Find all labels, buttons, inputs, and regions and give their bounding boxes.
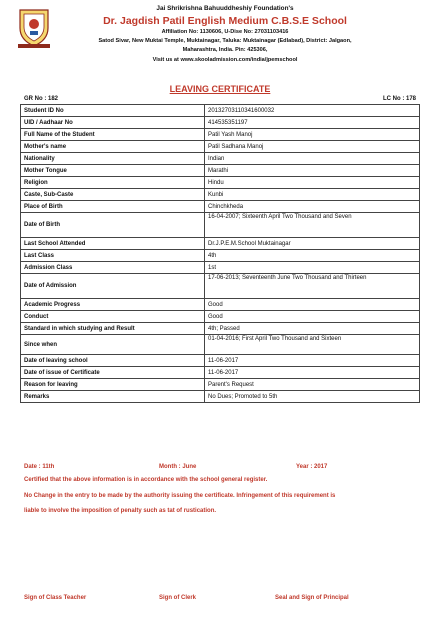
row-value: Indian — [205, 153, 420, 165]
address-line-2: Maharashtra, India. Pin: 425306, — [182, 47, 268, 53]
certificate-row — [21, 165, 420, 177]
row-value: Good — [205, 299, 420, 311]
certificate-row — [21, 299, 420, 311]
row-label: Since when — [21, 335, 205, 355]
row-value: Parent's Request — [205, 379, 420, 391]
row-label: Remarks — [21, 391, 205, 403]
row-value: Good — [205, 311, 420, 323]
certificate-row — [21, 129, 420, 141]
school-name: Dr. Jagdish Patil English Medium C.B.S.E School — [103, 15, 347, 27]
website-link[interactable]: Visit us at www.skooladmission.com/india/jpemschool — [152, 57, 298, 63]
certificate-table — [20, 104, 420, 403]
certificate-row — [21, 141, 420, 153]
row-label: Last Class — [21, 250, 205, 262]
row-value: 4th; Passed — [205, 323, 420, 335]
row-label: Religion — [21, 177, 205, 189]
row-value: Patil Yash Manoj — [205, 129, 420, 141]
row-value: 414535351197 — [205, 117, 420, 129]
infringement-statement: No Change in the entry to be made by the authority issuing the certificate. Infringement of this requirement is — [24, 493, 336, 499]
row-label: Place of Birth — [21, 201, 205, 213]
trust-name: Jai Shrikrishna Bahuuddheshiy Foundation's — [156, 5, 294, 12]
row-value: 4th — [205, 250, 420, 262]
row-label: Caste, Sub-Caste — [21, 189, 205, 201]
row-value: Dr.J.P.E.M.School Muktainagar — [205, 238, 420, 250]
row-value: 01-04-2016; First April Two Thousand and Sixteen — [205, 335, 420, 355]
row-label: Reason for leaving — [21, 379, 205, 391]
row-value: Marathi — [205, 165, 420, 177]
certificate-row — [21, 238, 420, 250]
row-value: 17-06-2013; Seventeenth June Two Thousand and Thirteen — [205, 274, 420, 299]
certificate-row — [21, 213, 420, 238]
certificate-row — [21, 177, 420, 189]
row-label: UID / Aadhaar No — [21, 117, 205, 129]
issue-month: Month : June — [159, 464, 197, 470]
certificate-title: LEAVING CERTIFICATE — [169, 84, 271, 94]
certificate-row — [21, 311, 420, 323]
row-label: Date of Birth — [21, 213, 205, 238]
row-label: Date of issue of Certificate — [21, 367, 205, 379]
row-value: No Dues; Promoted to 5th — [205, 391, 420, 403]
certificate-row — [21, 105, 420, 117]
row-value: 16-04-2007; Sixteenth April Two Thousand and Seven — [205, 213, 420, 238]
row-value: 20132703110341600032 — [205, 105, 420, 117]
row-label: Student ID No — [21, 105, 205, 117]
row-value: 1st — [205, 262, 420, 274]
row-label: Full Name of the Student — [21, 129, 205, 141]
row-label: Academic Progress — [21, 299, 205, 311]
lc-number: LC No : 178 — [382, 96, 416, 102]
certificate-row — [21, 367, 420, 379]
row-label: Conduct — [21, 311, 205, 323]
row-value: 11-06-2017 — [205, 367, 420, 379]
row-label: Mother's name — [21, 141, 205, 153]
gr-number: GR No : 182 — [24, 96, 59, 102]
certificate-row — [21, 117, 420, 129]
certificate-row — [21, 262, 420, 274]
row-label: Date of Admission — [21, 274, 205, 299]
issue-year: Year : 2017 — [296, 464, 328, 470]
principal-signature: Seal and Sign of Principal — [275, 595, 349, 601]
certificate-row — [21, 379, 420, 391]
school-logo-icon — [14, 6, 54, 50]
row-label: Nationality — [21, 153, 205, 165]
certification-statement: Certified that the above information is in accordance with the school general register. — [24, 477, 268, 483]
certificate-row — [21, 335, 420, 355]
row-value: Kunbi — [205, 189, 420, 201]
class-teacher-signature: Sign of Class Teacher — [24, 595, 87, 601]
row-label: Mother Tongue — [21, 165, 205, 177]
certificate-row — [21, 153, 420, 165]
certificate-row — [21, 201, 420, 213]
affiliation-info: Affiliation No: 1130606, U-Dise No: 27031103416 — [161, 29, 289, 35]
certificate-row — [21, 274, 420, 299]
clerk-signature: Sign of Clerk — [159, 595, 197, 601]
row-value: Chinchkheda — [205, 201, 420, 213]
penalty-statement: liable to involve the imposition of penalty such as tat of rustication. — [24, 508, 217, 514]
row-value: 11-06-2017 — [205, 355, 420, 367]
certificate-row — [21, 391, 420, 403]
certificate-row — [21, 323, 420, 335]
address-line-1: Satod Sivar, New Muktai Temple, Muktainagar, Taluka: Muktainagar (Edlabad), District: Jalgaon, — [98, 38, 352, 44]
row-label: Last School Attended — [21, 238, 205, 250]
row-label: Admission Class — [21, 262, 205, 274]
issue-day: Date : 11th — [24, 464, 55, 470]
certificate-row — [21, 189, 420, 201]
certificate-row — [21, 355, 420, 367]
certificate-row — [21, 250, 420, 262]
row-label: Standard in which studying and Result — [21, 323, 205, 335]
row-value: Patil Sadhana Manoj — [205, 141, 420, 153]
row-label: Date of leaving school — [21, 355, 205, 367]
row-value: Hindu — [205, 177, 420, 189]
